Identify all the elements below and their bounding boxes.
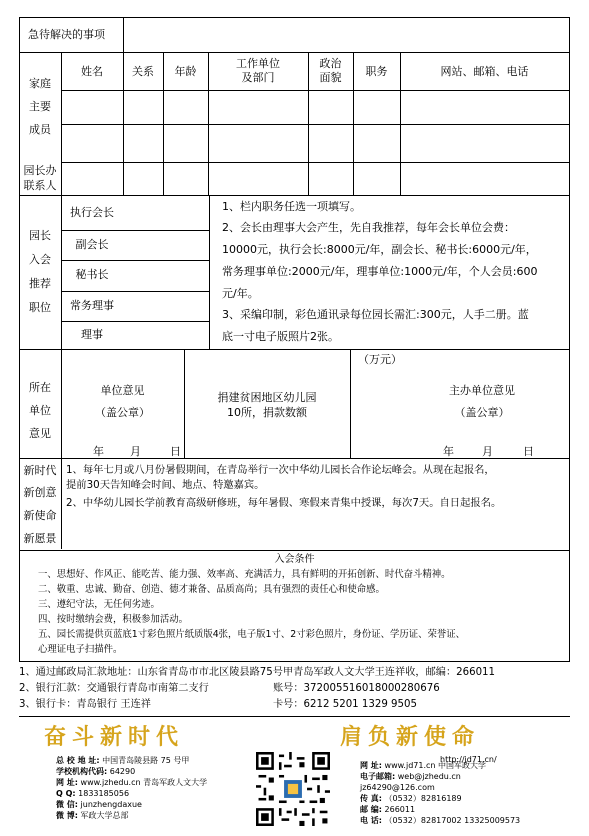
era-label-2: 新创意 (23, 486, 57, 499)
unit-label-1: 所在 (29, 381, 51, 394)
donation-label: 捐建贫困地区幼儿园 10所，捐款数额 (217, 391, 317, 419)
header-political: 政治 面貌 (319, 57, 342, 84)
slogan-left: 奋斗新时代 (44, 724, 185, 750)
footer-url-top: http://jd71.cn/ (440, 755, 497, 764)
recommend-label-2: 入会 (29, 253, 51, 266)
wan-yuan-label: （万元） (358, 353, 402, 366)
position-executive: 执行会长 (70, 206, 114, 219)
position-standing-director: 常务理事 (70, 299, 114, 312)
director-contact-label-1: 园长办 (23, 164, 57, 177)
recommend-label-3: 推荐 (29, 277, 51, 290)
era-label-1: 新时代 (23, 464, 57, 477)
unit-date-day: 日 (170, 445, 181, 458)
family-label-2: 主要 (29, 100, 51, 113)
unit-label-2: 单位 (29, 404, 51, 417)
header-contact: 网站、邮箱、电话 (440, 65, 529, 78)
header-position: 职务 (365, 65, 388, 78)
unit-opinion: 单位意见 (100, 384, 145, 397)
family-label-1: 家庭 (29, 77, 51, 90)
header-age: 年龄 (174, 65, 197, 78)
host-date-month: 月 (482, 445, 493, 458)
era-label-4: 新愿景 (23, 532, 57, 545)
unit-date-month: 月 (130, 445, 141, 458)
header-workplace: 工作单位 及部门 (236, 57, 280, 84)
header-name: 姓名 (81, 65, 103, 78)
host-date-year: 年 (443, 445, 454, 458)
era-label-3: 新使命 (23, 509, 57, 522)
host-date-day: 日 (523, 445, 534, 458)
conditions-title: 入会条件 (274, 554, 315, 565)
host-seal: （盖公章） (454, 406, 510, 419)
header-relation: 关系 (132, 65, 154, 78)
unit-seal: （盖公章） (95, 406, 150, 419)
family-label-3: 成员 (29, 123, 51, 136)
director-contact-label-2: 联系人 (23, 179, 57, 192)
position-director: 理事 (81, 328, 103, 341)
recommend-label-4: 职位 (29, 301, 51, 314)
slogan-right: 肩负新使命 (340, 724, 481, 750)
host-opinion: 主办单位意见 (449, 384, 515, 397)
urgent-matters-label: 急待解决的事项 (28, 28, 105, 41)
unit-label-3: 意见 (29, 427, 51, 440)
qr-code-icon (256, 752, 330, 826)
position-vice-president: 副会长 (75, 238, 109, 251)
unit-date-year: 年 (93, 445, 104, 458)
recommend-label-1: 园长 (29, 229, 51, 242)
position-secretary: 秘书长 (75, 268, 109, 281)
